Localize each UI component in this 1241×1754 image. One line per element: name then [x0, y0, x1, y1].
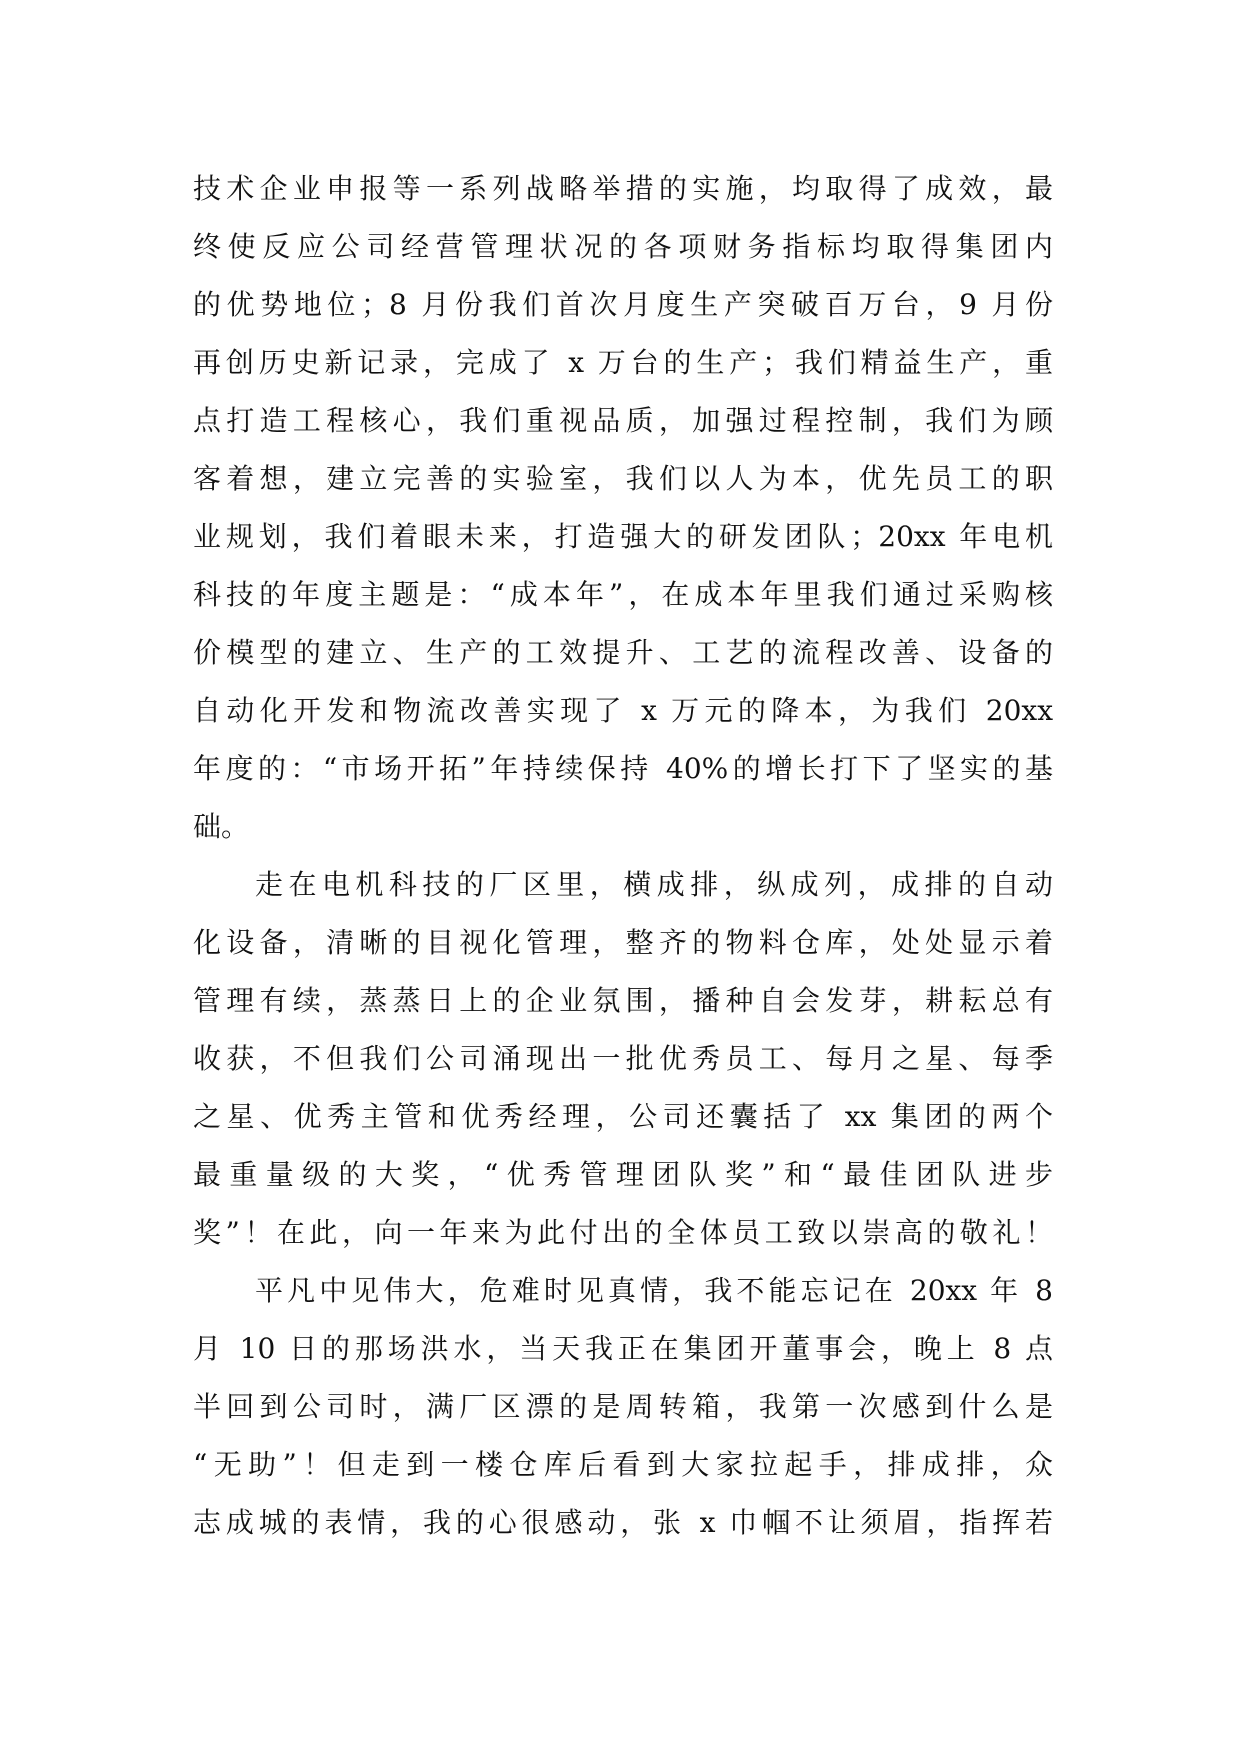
text-line: 月 10 日的那场洪水，当天我正在集团开董事会，晚上 8 点 [193, 1332, 1053, 1365]
paragraph-1 [193, 160, 1053, 856]
text-line: 客着想，建立完善的实验室，我们以人为本，优先员工的职 [193, 462, 1053, 495]
text-line: 再创历史新记录，完成了 x 万台的生产；我们精益生产，重 [193, 346, 1053, 379]
text-line: 管理有续，蒸蒸日上的企业氛围，播种自会发芽，耕耘总有 [193, 984, 1053, 1017]
text-line: 半回到公司时，满厂区漂的是周转箱，我第一次感到什么是 [193, 1390, 1053, 1423]
paragraph-2 [193, 856, 1053, 1262]
text-line: 技术企业申报等一系列战略举措的实施，均取得了成效，最 [193, 172, 1053, 205]
text-line: 自动化开发和物流改善实现了 x 万元的降本，为我们 20xx [193, 694, 1053, 727]
text-line: 之星、优秀主管和优秀经理，公司还囊括了 xx 集团的两个 [193, 1100, 1053, 1133]
text-line: 化设备，清晰的目视化管理，整齐的物料仓库，处处显示着 [193, 926, 1053, 959]
text-line: 点打造工程核心，我们重视品质，加强过程控制，我们为顾 [193, 404, 1053, 437]
text-line: 奖”！在此，向一年来为此付出的全体员工致以崇高的敬礼！ [193, 1216, 1053, 1249]
text-line: 业规划，我们着眼未来，打造强大的研发团队；20xx 年电机 [193, 520, 1053, 553]
text-line: 的优势地位；8 月份我们首次月度生产突破百万台，9 月份 [193, 288, 1053, 321]
document-body [193, 160, 1053, 1552]
text-line: 收获，不但我们公司涌现出一批优秀员工、每月之星、每季 [193, 1042, 1053, 1075]
text-line: 价模型的建立、生产的工效提升、工艺的流程改善、设备的 [193, 636, 1053, 669]
text-line: 走在电机科技的厂区里，横成排，纵成列，成排的自动 [255, 868, 1053, 901]
text-line: 终使反应公司经营管理状况的各项财务指标均取得集团内 [193, 230, 1053, 263]
text-line: 础。 [193, 810, 250, 843]
text-line: 科技的年度主题是：“成本年”，在成本年里我们通过采购核 [193, 578, 1053, 611]
paragraph-3 [193, 1262, 1053, 1552]
text-line: “无助”！但走到一楼仓库后看到大家拉起手，排成排，众 [193, 1448, 1053, 1481]
text-line: 志成城的表情，我的心很感动，张 x 巾帼不让须眉，指挥若 [193, 1506, 1053, 1539]
text-line: 年度的：“市场开拓”年持续保持 40%的增长打下了坚实的基 [193, 752, 1053, 785]
text-line: 平凡中见伟大，危难时见真情，我不能忘记在 20xx 年 8 [255, 1274, 1053, 1307]
text-line: 最重量级的大奖，“优秀管理团队奖”和“最佳团队进步 [193, 1158, 1053, 1191]
